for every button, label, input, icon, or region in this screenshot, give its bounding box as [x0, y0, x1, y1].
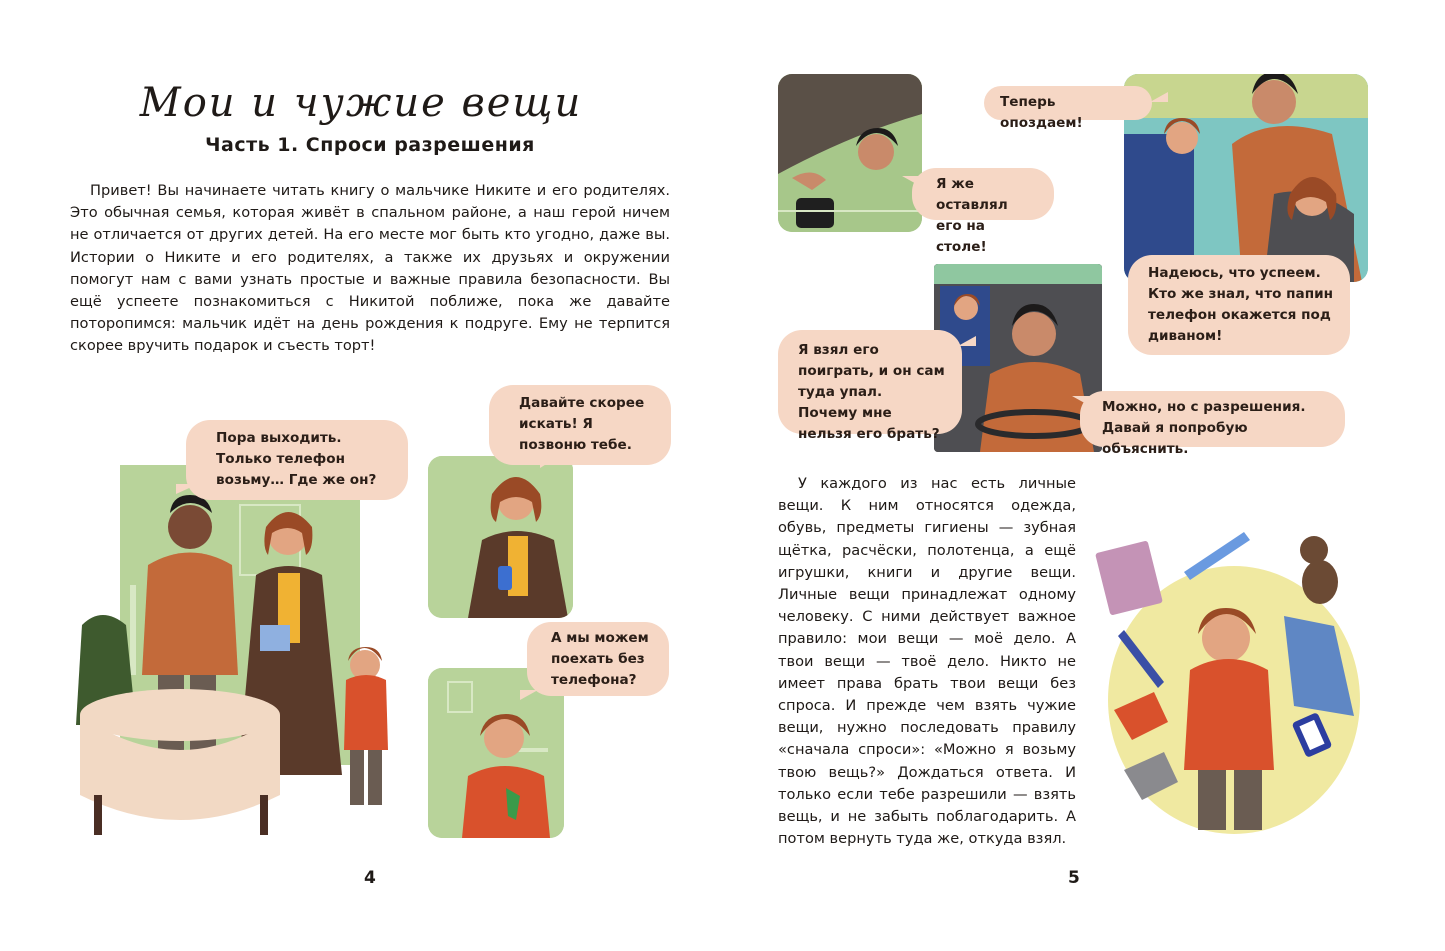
speech-bubble-ya-zhe: Я же оставлял его на столе! — [912, 168, 1054, 220]
page-number: 5 — [1068, 868, 1080, 888]
bubble-tail — [520, 690, 538, 700]
speech-bubble-pora: Пора выходить. Только телефон возьму… Где же он? — [186, 420, 408, 500]
bubble-tail — [176, 484, 198, 494]
rule-text — [778, 473, 1076, 850]
page-title: Мои и чужие вещи — [139, 80, 583, 126]
speech-bubble-mozhno: Можно, но с разрешения. Давай я попробую объяснить. — [1080, 391, 1345, 447]
rule-paragraph: У каждого из нас есть личные вещи. К ним относятся одежда, обувь, предметы гигиены — зубная щётка, расчёски, полотенца, а ещё игрушки, книги и другие вещи. Личные вещи принадлежат одному человеку. С ними действует важное правило: мои вещи — моё дело. А твои вещи — твоё дело. Никто не имеет права брать твои вещи без спроса. И прежде чем взять чужие вещи, нужно последовать правилу «сначала спроси»: «Можно я возьму твою вещь?» Дождаться ответа. И только если тебе разрешили — взять вещь, и не забыть поблагодарить. А потом вернуть туда же, откуда взял. — [778, 475, 1076, 848]
intro-text — [70, 180, 670, 358]
left-page — [0, 0, 722, 951]
bubble-tail — [540, 458, 556, 468]
speech-bubble-teper: Теперь опоздаем! — [984, 86, 1152, 120]
speech-bubble-davaite: Давайте скорее искать! Я позвоню тебе. — [489, 385, 671, 465]
bubble-tail — [958, 336, 976, 346]
page-number: 4 — [364, 868, 376, 888]
panel-car-family — [1124, 74, 1368, 282]
page-subtitle: Часть 1. Спроси разрешения — [205, 134, 535, 156]
personal-items-illustration — [1094, 520, 1360, 840]
panel-woman-phone — [428, 456, 573, 618]
bubble-tail — [902, 176, 920, 186]
bubble-tail — [1072, 396, 1090, 406]
speech-bubble-nadeyus: Надеюсь, что успеем. Кто же знал, что папин телефон окажется под диваном! — [1128, 255, 1350, 355]
right-page — [722, 0, 1445, 951]
speech-bubble-ya-vzyal: Я взял его поиграть, и он сам туда упал. Почему мне нельзя его брать? — [778, 330, 962, 434]
speech-bubble-a-my: А мы можем поехать без телефона? — [527, 622, 669, 696]
family-illustration — [70, 465, 390, 845]
bubble-tail — [1150, 92, 1168, 102]
intro-paragraph: Привет! Вы начинаете читать книгу о мальчике Никите и его родителях. Это обычная семья, которая живёт в спальном районе, а наш герой ничем не отличается от других детей. На его месте мог быть кто угодно, даже вы. Истории о Никите и его родителях, а также их друзьях и окружении помогут нам с вами узнать простые и важные правила безопасности. Вы ещё успеете познакомиться с Никитой поближе, пока же давайте поторопимся: мальчик идёт на день рождения к подруге. Ему не терпится скорее вручить подарок и съесть торт! — [70, 182, 670, 355]
panel-under-sofa — [778, 74, 922, 232]
